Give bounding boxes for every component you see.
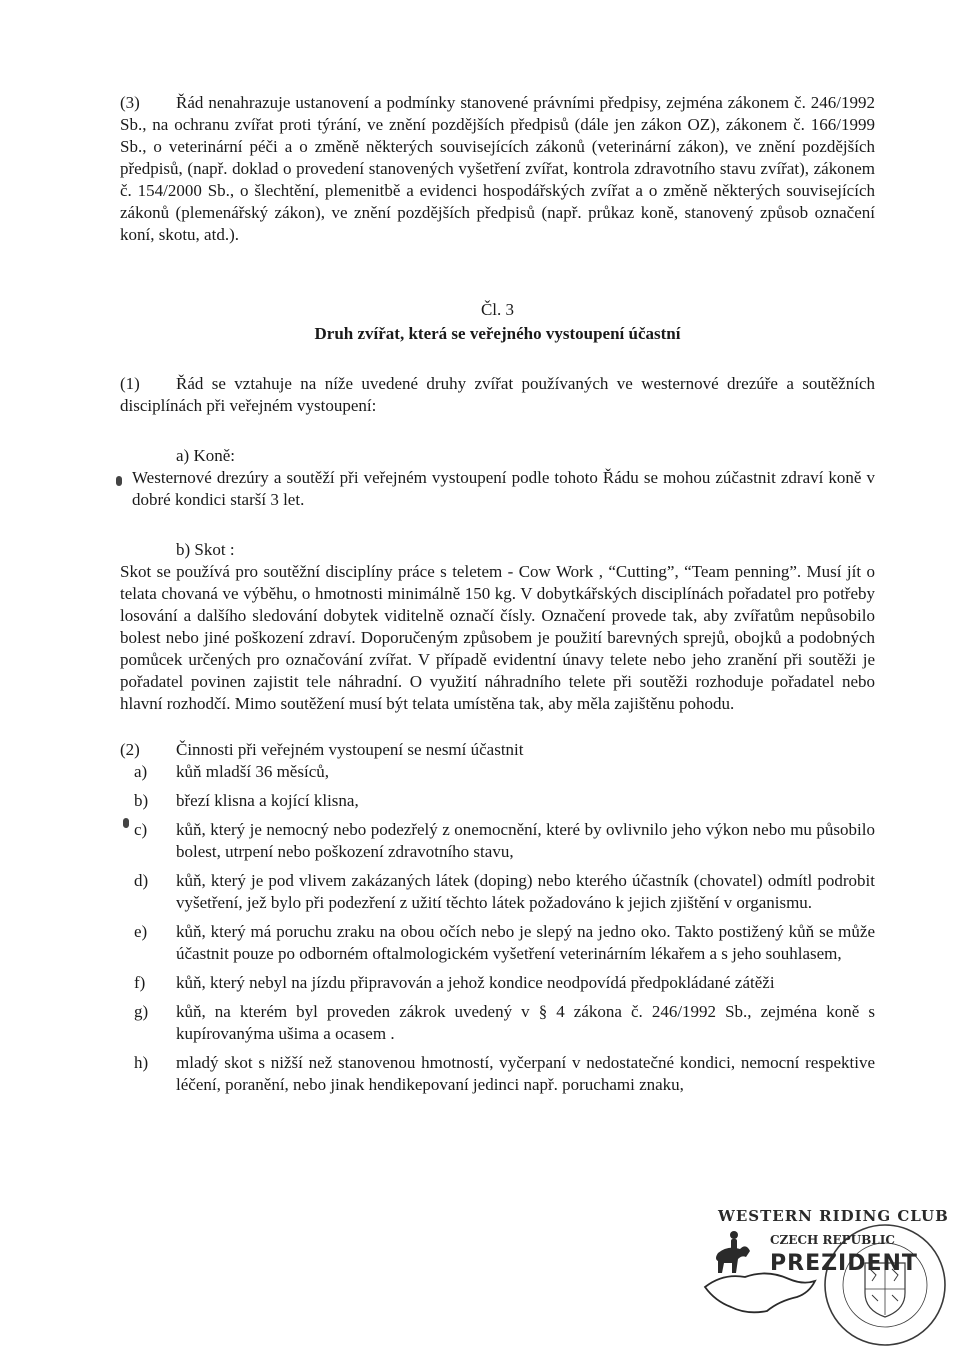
cattle-text: Skot se používá pro soutěžní disciplíny práce s teletem - Cow Work , “Cutting”, “Team penning”. Musí jít o telata chovaná ve výběhu, o hmotnosti minimálně 150 kg. V dobytkářských disciplínách pořadatel pro potřeby losování a dalšího sledování dobytek viditelně označí čísly. Označení provede tak, aby zvířatům nepůsobilo bolest nebo jiné poškození zdraví. Doporučeným způsobem je použití barevných sprejů, obojků a podobných pomůcek určených pro označování zvířat. V případě evidentní únavy telete nebo jeho zranění při soutěži je pořadatel povinen zajistit tele náhradní. O využití náhradního telete při soutěži rozhoduje pořadatel nebo hlavní rozhodčí. Mimo soutěžení musí být telata umístěna tak, aby měla zajištěnu pohodu. <box>120 562 875 713</box>
list-item-mark: h) <box>134 1053 149 1072</box>
horses-heading: a) Koně: <box>176 446 236 465</box>
list-item-mark: b) <box>134 791 149 810</box>
list-item-text: kůň, který má poruchu zraku na obou očích nebo je slepý na jedno oko. Takto postižený kůň se může účastnit pouze po odborném oftalmologickém vyšetření veterinárním lékařem a s jeho souhlasem, <box>176 922 875 963</box>
stamp-role: PREZIDENT <box>770 1251 918 1276</box>
stamp-country: CZECH REPUBLIC <box>770 1233 895 1247</box>
list-item-mark: d) <box>134 871 149 890</box>
article-title: Druh zvířat, která se veřejného vystoupení účastní <box>314 324 681 343</box>
section-3-paragraph <box>120 92 875 246</box>
section-1-paragraph <box>120 373 875 417</box>
list-item <box>120 790 875 812</box>
section-2-number: (2) <box>120 740 140 759</box>
binder-hole-mark <box>123 818 129 828</box>
list-item-mark: c) <box>134 820 148 839</box>
section-1 <box>120 373 875 715</box>
list-item-text: kůň mladší 36 měsíců, <box>176 762 329 781</box>
horses-text: Westernové drezúry a soutěží při veřejném vystoupení podle tohoto Řádu se mohou zúčastnit zdraví koně v dobré kondici starší 3 let. <box>132 468 875 509</box>
list-item <box>120 972 875 994</box>
list-item <box>120 1052 875 1096</box>
club-stamp <box>700 1205 950 1355</box>
exclusion-list <box>120 761 875 1096</box>
section-2-heading-row <box>120 739 875 761</box>
list-item-text: mladý skot s nižší než stanovenou hmotností, vyčerpaní v nedostatečné kondici, nemocní respektive léčení, poranění, nebo jinak hendikepovaní jedinci např. poruchami znaku, <box>176 1053 875 1094</box>
horse-rider-icon <box>716 1231 750 1273</box>
article-number: Čl. 3 <box>480 300 515 319</box>
list-item-text: kůň, na kterém byl proveden zákrok uvedený v § 4 zákona č. 246/1992 Sb., zejména koně s kupírovanýma ušima a ocasem . <box>176 1002 875 1043</box>
binder-hole-mark <box>116 476 122 486</box>
section-1-text: Řád se vztahuje na níže uvedené druhy zvířat používaných ve westernové drezúře a soutěžních disciplínách při veřejném vystoupení: <box>120 374 875 415</box>
list-item <box>120 921 875 965</box>
list-item-mark: e) <box>134 922 148 941</box>
czech-map-icon <box>705 1273 815 1312</box>
document-page <box>120 92 875 1103</box>
section-1-number: (1) <box>120 374 140 393</box>
section-2-heading: Činnosti při veřejném vystoupení se nesmí účastnit <box>176 740 524 759</box>
list-item-text: kůň, který nebyl na jízdu připravován a jehož kondice neodpovídá předpokládané zátěži <box>176 973 775 992</box>
list-item <box>120 761 875 783</box>
list-item <box>120 1001 875 1045</box>
section-3-number: (3) <box>120 93 140 112</box>
list-item-text: kůň, který je pod vlivem zakázaných látek (doping) nebo kterého účastník (chovatel) odmítl podrobit vyšetření, jež bylo při podezření z užití těchto látek požadováno k jejich zjištění v organismu. <box>176 871 875 912</box>
list-item-mark: g) <box>134 1002 149 1021</box>
section-3-text: Řád nenahrazuje ustanovení a podmínky stanovené právními předpisy, zejména zákonem č. 246/1992 Sb., na ochranu zvířat proti týrání, ve znění pozdějších předpisů (dále jen zákon OZ), zákonem č. 166/1999 Sb., o veterinární péči a o změně některých souvisejících zákonů (veterinární zákon), ve znění pozdějších předpisů, (např. doklad o provedení stanovených vyšetření zvířat, kontrola zdravotního stavu zvířat), zákonem č. 154/2000 Sb., o šlechtění, plemenitbě a evidenci hospodářských zvířat a o změně některých souvisejících zákonů (plemenářský zákon), ve znění pozdějších předpisů (např. průkaz koně, stanovený způsob označení koní, skotu, atd.). <box>120 93 875 244</box>
list-item <box>120 870 875 914</box>
list-item-mark: a) <box>134 762 148 781</box>
cattle-heading: b) Skot : <box>176 540 235 559</box>
list-item <box>120 819 875 863</box>
list-item-text: kůň, který je nemocný nebo podezřelý z onemocnění, které by ovlivnilo jeho výkon nebo mu působilo bolest, utrpení nebo poškození zdravotního stavu, <box>176 820 875 861</box>
list-item-text: březí klisna a kojící klisna, <box>176 791 359 810</box>
section-2 <box>120 739 875 1096</box>
stamp-graphic <box>700 1205 950 1355</box>
stamp-club-name: WESTERN RIDING CLUB <box>718 1207 949 1225</box>
list-item-mark: f) <box>134 973 146 992</box>
